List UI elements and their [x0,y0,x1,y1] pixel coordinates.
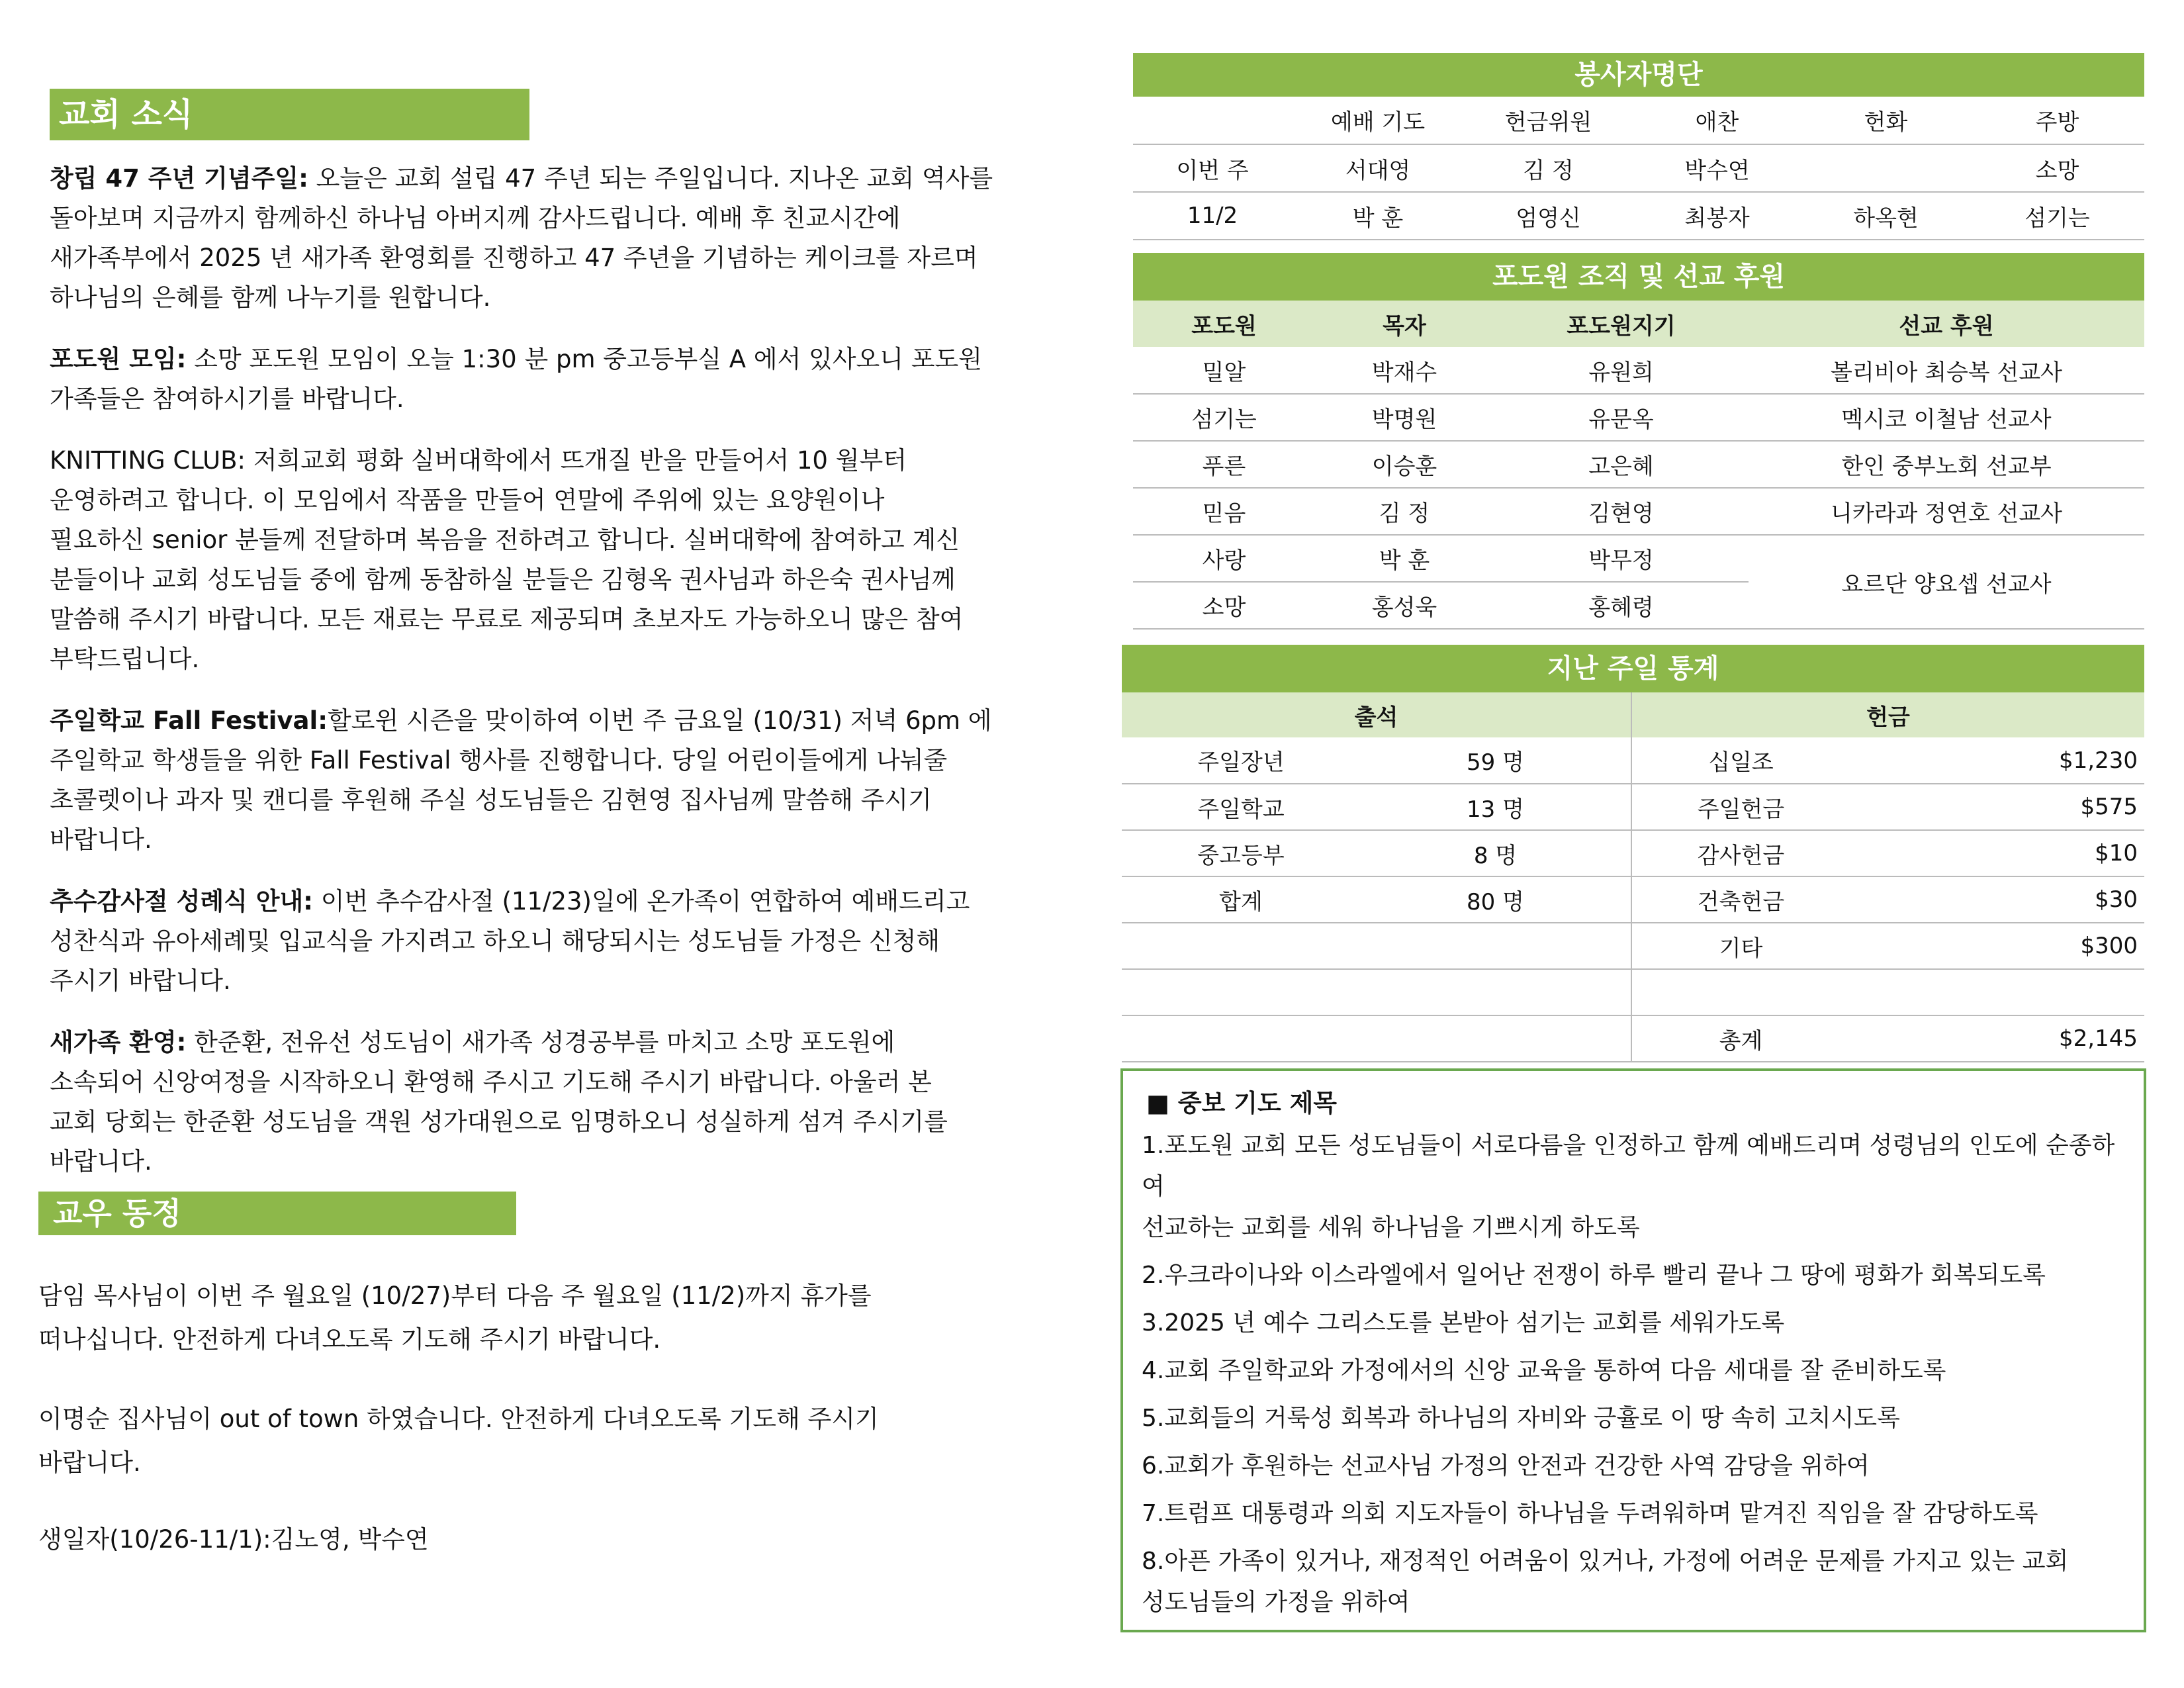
table-cell: 박 훈 [1292,192,1464,240]
news-item-new-family [50,1023,1082,1182]
volunteers-col-header: 주방 [1970,97,2144,144]
table-row [1133,488,2144,535]
table-cell [1631,969,1850,1015]
stats-table [1122,692,2144,1062]
prayer-item [1142,1446,2134,1487]
volunteers-title: 봉사자명단 [1133,53,2144,97]
prayer-line: 3.2025 년 예수 그리스도를 본받아 섬기는 교회를 세워가도록 [1142,1309,1785,1336]
news-line: 부탁드립니다. [50,645,200,673]
stats-header-row [1122,692,2144,737]
table-row [1133,535,2144,582]
vineyard-col-header: 포도원지기 [1494,301,1749,347]
table-row [1122,784,2144,830]
news-line: 새가족부에서 2025 년 새가족 환영회를 진행하고 47 주년을 기념하는 케이크를 자르며 [50,244,978,272]
table-cell: 하옥현 [1801,192,1970,240]
prayer-line: 2.우크라이나와 이스라엘에서 일어난 전쟁이 하루 빨리 끝나 그 땅에 평화가 회복되도록 [1142,1262,2046,1289]
news-line: 한준환, 전유선 성도님이 새가족 성경공부를 마치고 소망 포도원에 [186,1028,895,1056]
table-cell: $2,145 [1850,1015,2144,1062]
news-line: 오늘은 교회 설립 47 주년 되는 주일입니다. 지나온 교회 역사를 [308,164,993,193]
vineyard-col-header: 선교 후원 [1749,301,2144,347]
news-line: 분들이나 교회 성도님들 중에 함께 동참하실 분들은 김형옥 권사님과 하은숙 권사님께 [50,565,956,594]
table-cell: $300 [1850,923,2144,969]
table-row [1122,923,2144,969]
church-news [50,159,1082,1182]
table-cell [1122,923,1360,969]
table-cell: 11/2 [1133,192,1292,240]
table-cell: 섬기는 [1970,192,2144,240]
news-line: 운영하려고 합니다. 이 모임에서 작품을 만들어 연말에 주위에 있는 요양원이나 [50,486,885,514]
table-cell [1360,969,1631,1015]
news-title: 주일학교 Fall Festival: [50,706,328,735]
volunteers-col-header: 헌금위원 [1464,97,1633,144]
table-row [1122,969,2144,1015]
table-cell [1801,144,1970,192]
attendance-header: 출석 [1122,692,1631,737]
news-line: 초콜렛이나 과자 및 캔디를 후원해 주실 성도님들은 김현영 집사님께 말씀해 주시기 [50,786,932,814]
table-cell [1360,1015,1631,1062]
news-line: 바랍니다. [50,825,152,854]
table-cell: 총계 [1631,1015,1850,1062]
members-item [38,1274,1031,1362]
news-title: 포도원 모임: [50,345,187,373]
news-line: 돌아보며 지금까지 함께하신 하나님 아버지께 감사드립니다. 예배 후 친교시간에 [50,204,901,232]
table-cell: 주일학교 [1122,784,1360,830]
prayer-item [1142,1398,2134,1439]
members-news-header: 교우 동정 [38,1192,516,1235]
table-cell [1360,923,1631,969]
table-cell: 8 명 [1360,830,1631,876]
offering-header: 헌금 [1631,692,2144,737]
table-cell: 요르단 양요셉 선교사 [1749,535,2144,629]
news-title: 새가족 환영: [50,1028,187,1056]
prayer-list [1142,1125,2134,1630]
table-cell: 사랑 [1133,535,1315,582]
table-cell: 홍성욱 [1315,582,1494,629]
table-cell: 합계 [1122,876,1360,923]
news-line: KNITTING CLUB: 저희교회 평화 실버대학에서 뜨개질 반을 만들어서 10 월부터 [50,446,907,475]
news-line: 소속되어 신앙여정을 시작하오니 환영해 주시고 기도해 주시기 바랍니다. 아울러 본 [50,1068,932,1096]
table-row [1122,1015,2144,1062]
news-line: 할로윈 시즌을 맞이하여 이번 주 금요일 (10/31) 저녁 6pm 에 [328,706,992,735]
table-row [1133,192,2144,240]
table-row [1133,144,2144,192]
news-title: 추수감사절 성례식 안내: [50,887,313,915]
volunteers-col-header: 애찬 [1633,97,1801,144]
news-item-thanksgiving [50,882,1082,1001]
volunteers-col-header: 헌화 [1801,97,1970,144]
prayer-line: 성도님들의 가정을 위하여 [1142,1589,1410,1616]
table-row [1133,441,2144,488]
table-cell: 이번 주 [1133,144,1292,192]
news-line: 주일학교 학생들을 위한 Fall Festival 행사를 진행합니다. 당일 어린이들에게 나눠줄 [50,746,948,774]
table-cell: 한인 중부노회 선교부 [1749,441,2144,488]
table-cell: 멕시코 이철남 선교사 [1749,394,2144,441]
prayer-line: 5.교회들의 거룩성 회복과 하나님의 자비와 긍휼로 이 땅 속히 고치시도록 [1142,1405,1900,1432]
prayer-item [1142,1493,2134,1534]
table-cell [1850,969,2144,1015]
prayer-item [1142,1303,2134,1344]
table-cell: 섬기는 [1133,394,1315,441]
news-line: 교회 당회는 한준환 성도님을 객원 성가대원으로 임명하오니 성실하게 섬겨 주시기를 [50,1107,948,1136]
table-cell: 박수연 [1633,144,1801,192]
volunteers-table [1133,97,2144,240]
table-cell: $575 [1850,784,2144,830]
prayer-line: 1.포도원 교회 모든 성도님들이 서로다름을 인정하고 함께 예배드리며 성령님의 인도에 순종하여 [1142,1132,2115,1200]
prayer-line: 4.교회 주일학교와 가정에서의 신앙 교육을 통하여 다음 세대를 잘 준비하도록 [1142,1357,1946,1384]
members-line: 담임 목사님이 이번 주 월요일 (10/27)부터 다음 주 월요일 (11/2)까지 휴가를 [38,1282,872,1310]
news-line: 말씀해 주시기 바랍니다. 모든 재료는 무료로 제공되며 초보자도 가능하오니 많은 참여 [50,605,964,633]
prayer-line: 7.트럼프 대통령과 의회 지도자들이 하나님을 두려워하며 맡겨진 직임을 잘 감당하도록 [1142,1500,2038,1527]
members-item [38,1397,1031,1485]
vineyard-col-header: 포도원 [1133,301,1315,347]
table-cell: 13 명 [1360,784,1631,830]
news-line: 성찬식과 유아세례및 입교식을 가지려고 하오니 해당되시는 성도님들 가정은 신청해 [50,927,940,955]
table-cell: 건축헌금 [1631,876,1850,923]
news-line: 주시기 바랍니다. [50,966,231,995]
news-line: 이번 추수감사절 (11/23)일에 온가족이 연합하여 예배드리고 [312,887,970,915]
table-cell: 푸른 [1133,441,1315,488]
table-cell: 김현영 [1494,488,1749,535]
members-line: 생일자(10/26-11/1):김노영, 박수연 [38,1525,429,1554]
news-line: 하나님의 은혜를 함께 나누기를 원합니다. [50,283,491,312]
news-line: 바랍니다. [50,1147,152,1176]
table-cell: 소망 [1970,144,2144,192]
news-line: 필요하신 senior 분들께 전달하며 복음을 전하려고 합니다. 실버대학에 참여하고 계신 [50,526,960,554]
table-row [1133,394,2144,441]
table-cell: 유원희 [1494,347,1749,394]
stats-title: 지난 주일 통계 [1122,645,2144,692]
members-news [38,1274,1031,1562]
news-line: 가족들은 참여하시기를 바랍니다. [50,385,404,413]
prayer-line: 6.교회가 후원하는 선교사님 가정의 안전과 건강한 사역 감당을 위하여 [1142,1452,1870,1479]
table-cell: 박 훈 [1315,535,1494,582]
members-item [38,1518,1031,1562]
table-cell: 80 명 [1360,876,1631,923]
news-title: 창립 47 주년 기념주일: [50,164,308,193]
table-cell [1122,969,1360,1015]
prayer-item [1142,1350,2134,1391]
table-cell: 중고등부 [1122,830,1360,876]
members-line: 떠나십니다. 안전하게 다녀오도록 기도해 주시기 바랍니다. [38,1325,661,1354]
members-line: 이명순 집사님이 out of town 하였습니다. 안전하게 다녀오도록 기도해 주시기 [38,1405,879,1433]
prayer-item [1142,1541,2134,1623]
table-cell: 니카라과 정연호 선교사 [1749,488,2144,535]
table-cell: 주일장년 [1122,737,1360,784]
members-line: 바랍니다. [38,1448,141,1477]
table-row [1122,876,2144,923]
table-row [1133,347,2144,394]
table-cell: 홍혜령 [1494,582,1749,629]
volunteers-header-row [1133,97,2144,144]
news-item-knitting-club [50,441,1082,679]
table-cell: 59 명 [1360,737,1631,784]
table-cell: 고은혜 [1494,441,1749,488]
news-line: 소망 포도원 모임이 오늘 1:30 분 pm 중고등부실 A 에서 있사오니 포도원 [186,345,983,373]
table-cell: 소망 [1133,582,1315,629]
table-row [1122,737,2144,784]
table-cell: 박명원 [1315,394,1494,441]
table-cell: 기타 [1631,923,1850,969]
table-cell: $1,230 [1850,737,2144,784]
table-cell: 주일헌금 [1631,784,1850,830]
table-cell: 엄영신 [1464,192,1633,240]
vineyard-col-header: 목자 [1315,301,1494,347]
table-cell: 십일조 [1631,737,1850,784]
news-item-fall-festival [50,701,1082,860]
prayer-item [1142,1255,2134,1296]
table-cell [1122,1015,1360,1062]
table-cell: 믿음 [1133,488,1315,535]
table-cell: 밀알 [1133,347,1315,394]
table-cell: $10 [1850,830,2144,876]
church-news-header: 교회 소식 [50,89,529,140]
volunteers-col-header: 예배 기도 [1292,97,1464,144]
table-cell: 유문옥 [1494,394,1749,441]
table-cell: 김 정 [1464,144,1633,192]
vineyard-table [1133,301,2144,630]
prayer-title: ■ 중보 기도 제목 [1146,1089,1338,1117]
table-cell: 박무정 [1494,535,1749,582]
table-cell: 서대영 [1292,144,1464,192]
news-item-vineyard-meeting [50,340,1082,419]
table-cell: 이승훈 [1315,441,1494,488]
table-cell: $30 [1850,876,2144,923]
news-item-anniversary [50,159,1082,318]
table-cell: 박재수 [1315,347,1494,394]
table-cell: 볼리비아 최승복 선교사 [1749,347,2144,394]
table-cell: 감사헌금 [1631,830,1850,876]
table-cell: 최봉자 [1633,192,1801,240]
vineyard-header-row [1133,301,2144,347]
prayer-line: 선교하는 교회를 세워 하나님을 기쁘시게 하도록 [1142,1214,1640,1241]
table-cell: 김 정 [1315,488,1494,535]
prayer-item [1142,1125,2134,1248]
prayer-line: 8.아픈 가족이 있거나, 재정적인 어려움이 있거나, 가정에 어려운 문제를 가지고 있는 교회 [1142,1548,2069,1575]
vineyard-title: 포도원 조직 및 선교 후원 [1133,253,2144,301]
table-row [1122,830,2144,876]
volunteers-col-header [1133,97,1292,144]
